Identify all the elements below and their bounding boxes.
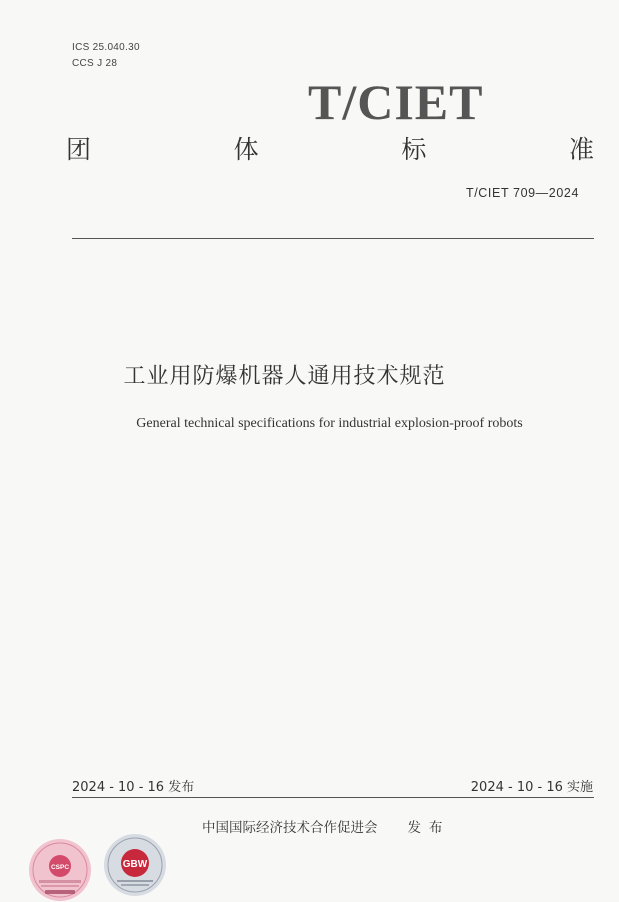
seal-right-icon: [103, 833, 167, 897]
standard-type-heading: [66, 134, 594, 166]
certification-seal-right: [103, 833, 167, 897]
publisher-action: 发布: [407, 820, 451, 836]
certification-seal-left: [27, 838, 93, 902]
publisher-name: 中国国际经济技术合作促进会: [202, 820, 378, 836]
seal-left-icon: [27, 838, 93, 902]
publisher-line: [202, 816, 451, 836]
top-divider: [72, 238, 594, 239]
ics-code: ICS 25.040.30: [72, 42, 140, 53]
seal-left-mark: CSPC: [50, 864, 70, 871]
standard-type-char-4: 准: [568, 135, 594, 164]
title-english: General technical specifications for industrial explosion-proof robots: [136, 416, 523, 431]
standard-number: T/CIET 709—2024: [466, 186, 579, 200]
implementation-date: 2024 - 10 - 16 实施: [470, 780, 593, 795]
title-chinese: 工业用防爆机器人通用技术规范: [123, 364, 446, 389]
standard-type-char-3: 标: [401, 135, 427, 164]
publish-date: 2024 - 10 - 16 发布: [72, 780, 195, 795]
organization-logo-text: T/CIET: [308, 74, 484, 130]
seal-right-mark: GBW: [122, 859, 148, 870]
standard-type-char-1: 团: [66, 135, 92, 164]
standard-type-char-2: 体: [233, 135, 259, 164]
classification-codes: [72, 40, 140, 72]
ccs-code: CCS J 28: [72, 58, 118, 69]
bottom-divider: [72, 797, 594, 798]
